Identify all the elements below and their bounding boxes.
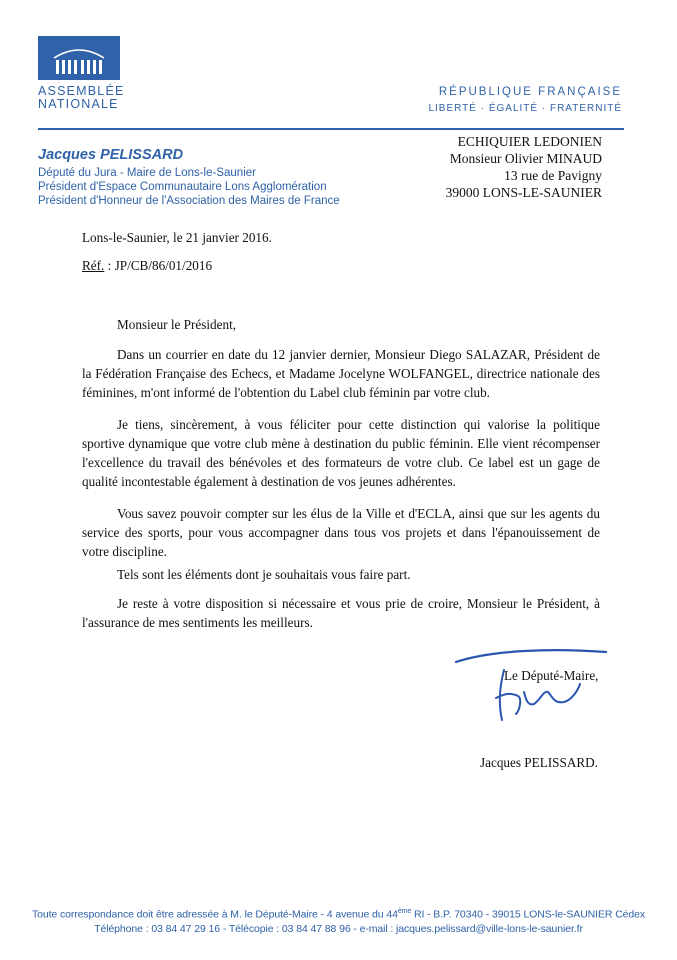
place-date: Lons-le-Saunier, le 21 janvier 2016. [82, 230, 272, 245]
logo-text-line2: NATIONALE [38, 97, 119, 111]
reference [82, 258, 212, 274]
sender-title: Président d'Honneur de l'Association des Maires de France [38, 195, 340, 207]
body-paragraph: Dans un courrier en date du 12 janvier dernier, Monsieur Diego SALAZAR, Président de la Fédération Française des Echecs, et Madame Jocelyne WOLFANGEL, directrice nationale des féminines, m'ont informé de l'obtention du Label club féminin par votre club. [82, 347, 600, 400]
footer-superscript: ème [397, 908, 412, 915]
reference-value: : JP/CB/86/01/2016 [104, 258, 213, 273]
footer-address-part: Toute correspondance doit être adressée à M. le Député-Maire - 4 avenue du 44 [31, 908, 398, 921]
hemicycle-icon [38, 36, 120, 80]
signatory-title: Le Député-Maire, [504, 668, 599, 683]
sender-title: Président d'Espace Communautaire Lons Agglomération [38, 181, 327, 193]
recipient-line: ECHIQUIER LEDONIEN [457, 134, 602, 149]
footer-address-part: RI - B.P. 70340 - 39015 LONS-le-SAUNIER Cédex [411, 908, 646, 921]
recipient-line: 13 rue de Pavigny [504, 168, 602, 183]
body-paragraph: Je reste à votre disposition si nécessaire et vous prie de croire, Monsieur le Président, à l'assurance de mes sentiments les meilleurs. [82, 596, 600, 630]
salutation: Monsieur le Président, [117, 317, 237, 332]
logo-text-line1: ASSEMBLÉE [38, 84, 125, 98]
signature-icon [452, 640, 612, 740]
footer-contact: Téléphone : 03 84 47 29 16 - Télécopie : 03 84 47 88 96 - e-mail : jacques.pelissard@ville-lons-le-saunier.fr [94, 923, 583, 935]
sender-name: Jacques PELISSARD [38, 147, 184, 163]
footer-address [0, 908, 677, 921]
signatory-name: Jacques PELISSARD. [480, 755, 598, 770]
assemblee-nationale-logo [38, 36, 120, 80]
body-paragraph: Je tiens, sincèrement, à vous féliciter pour cette distinction qui valorise la politique sportive dynamique que votre club mène à destination du public féminin. Elle vient récompenser l'excellence du travail des bénévoles et des formateurs de votre club. Ce label est un gage de qualité incontestable également à destination de vos jeunes adhérentes. [82, 417, 600, 489]
body-paragraph: Tels sont les éléments dont je souhaitais vous faire part. [117, 567, 411, 582]
republique-francaise: RÉPUBLIQUE FRANÇAISE [438, 86, 622, 98]
republic-motto: LIBERTÉ · ÉGALITÉ · FRATERNITÉ [428, 103, 622, 114]
recipient-line: Monsieur Olivier MINAUD [449, 151, 602, 166]
recipient-line: 39000 LONS-LE-SAUNIER [445, 185, 602, 200]
reference-label: Réf. [82, 258, 105, 273]
header-divider [38, 128, 624, 130]
body-paragraph: Vous savez pouvoir compter sur les élus de la Ville et d'ECLA, ainsi que sur les agents du service des sports, pour vous accompagner dans tous vos projets et dans l'épanouissement de votre discipline. [82, 506, 600, 559]
handwritten-signature [452, 640, 612, 740]
sender-title: Député du Jura - Maire de Lons-le-Saunier [38, 167, 256, 179]
